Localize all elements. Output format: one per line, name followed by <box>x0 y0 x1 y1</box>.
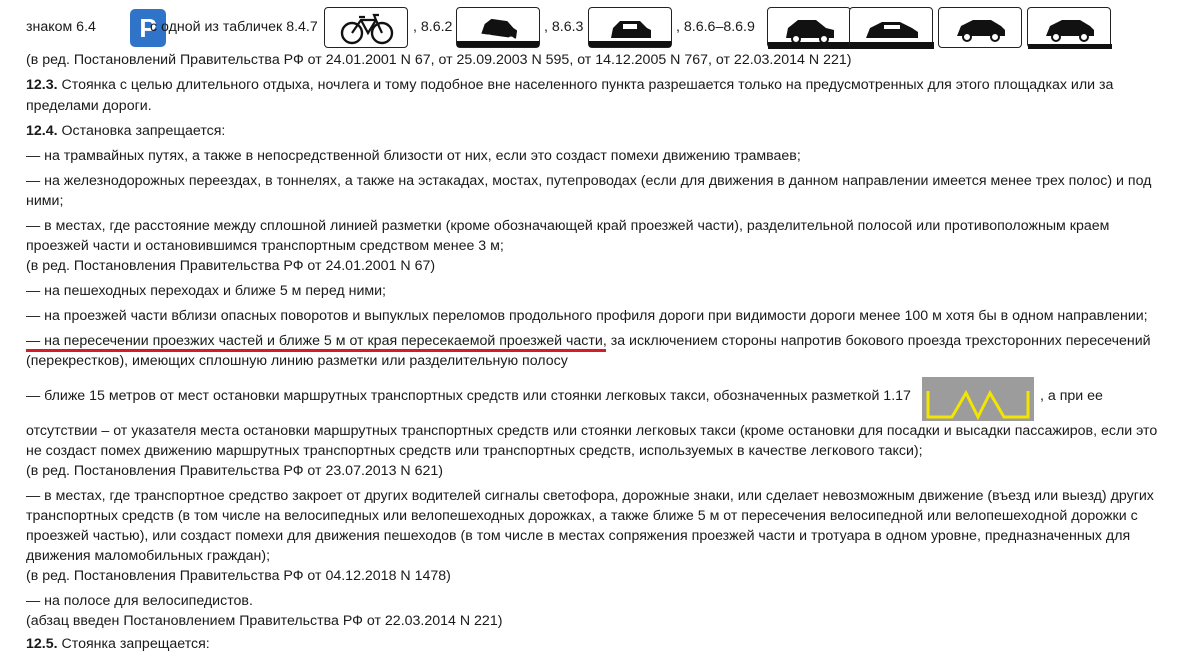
list-item-cont: ними; <box>26 193 64 209</box>
bicycle-plate-icon <box>324 7 408 48</box>
paragraph-text: Стоянка с целью длительного отдыха, ночлега и тому подобное вне населенного пункта разрешается только на предусмотренных для этого площадках или за <box>57 77 1114 93</box>
edition-note: (в ред. Постановлений Правительства РФ от 24.01.2001 N 67, от 25.09.2003 N 595, от 14.12.2005 N 767, от 22.03.2014 N 221) <box>26 52 852 68</box>
car-parking-plate-icon <box>849 7 933 48</box>
list-item-highlighted: — на пересечении проезжих частей и ближе 5 м от края пересекаемой проезжей части, за исключением стороны напротив бокового проезда трехсторонних пересечений <box>26 333 1151 349</box>
list-item-cont: отсутствии – от указателя места остановки маршрутных транспортных средств или стоянки легковых такси (кроме остановки для посадки и высадки пассажиров, если это <box>26 423 1158 439</box>
list-item: — на трамвайных путях, а также в непосредственной близости от них, если это создаст помехи движению трамваев; <box>26 148 801 164</box>
edition-note: (в ред. Постановления Правительства РФ от 04.12.2018 N 1478) <box>26 568 451 584</box>
list-item: — на пешеходных переходах и ближе 5 м перед ними; <box>26 283 386 299</box>
paragraph-12-4 <box>26 121 225 141</box>
list-item: — в местах, где транспортное средство закроет от других водителей сигналы светофора, дорожные знаки, или сделает невозможным движение (въезд или выезд) других <box>26 488 1154 504</box>
list-item: — ближе 15 метров от мест остановки маршрутных транспортных средств или стоянки легковых такси, обозначенных разметкой 1.17 <box>26 388 911 404</box>
list-item-cont: движения маломобильных граждан); <box>26 548 271 564</box>
list-item: — на полосе для велосипедистов. <box>26 593 253 609</box>
list-item-cont: проезжей части и остановившимся транспортным средством менее 3 м; <box>26 238 504 254</box>
list-item-cont: проезжей частью), или создаст помехи для движения пешеходов (в том числе в местах сопряжения проезжей части и тротуара в одном уровне, предназначенных для <box>26 528 1131 544</box>
list-item: — на проезжей части вблизи опасных поворотов и выпуклых переломов продольного профиля дороги при видимости дороги менее 100 м хотя бы в одном направлении; <box>26 308 1148 324</box>
car-on-sidewalk-icon <box>588 7 672 48</box>
paragraph-number: 12.5. <box>26 636 58 652</box>
list-item: — в местах, где расстояние между сплошной линией разметки (кроме обозначающей край проезжей части), разделительной полосой или противоположным краем <box>26 218 1110 234</box>
car-parking-plate-icon <box>938 7 1022 48</box>
car-parking-plate-icon <box>1027 7 1111 48</box>
parking-sign-icon: P <box>130 9 166 47</box>
car-parking-plate-icon <box>767 7 851 48</box>
list-item-cont: , а при ее <box>1040 388 1103 404</box>
list-item-cont: транспортных средств (в том числе на велосипедных или велопешеходных дорожках, а также ближе 5 м от пересечения велосипедной или велопешеходной дорожки с <box>26 508 1138 524</box>
paragraph-12-5 <box>26 634 210 654</box>
paragraph-number: 12.4. <box>26 123 58 139</box>
paragraph-12-3 <box>26 75 1113 95</box>
list-item-cont: не создаст помех движению маршрутных транспортных средств или транспортных средств, используемых в качестве легкового такси); <box>26 443 923 459</box>
paragraph-title: Остановка запрещается: <box>57 123 226 139</box>
list-item: — на железнодорожных переездах, в тоннелях, а также на эстакадах, мостах, путепроводах (если для движения в данном направлении имеется менее трех полос) и под <box>26 173 1152 189</box>
plate-8-6-3-label: , 8.6.3 <box>544 19 584 35</box>
paragraph-title: Стоянка запрещается: <box>57 636 210 652</box>
list-item-cont: (перекрестков), имеющих сплошную линию разметки или разделительную полосу <box>26 353 568 369</box>
plates-8-6-6-8-6-9-label: , 8.6.6–8.6.9 <box>676 19 755 35</box>
road-marking-1-17-icon <box>922 377 1034 421</box>
car-partly-on-sidewalk-icon <box>456 7 540 48</box>
plates-intro-text: с одной из табличек 8.4.7 <box>150 19 318 35</box>
sign-intro-text: знаком 6.4 <box>26 19 96 35</box>
plate-8-6-2-label: , 8.6.2 <box>413 19 453 35</box>
edition-note: (абзац введен Постановлением Правительства РФ от 22.03.2014 N 221) <box>26 613 503 629</box>
paragraph-number: 12.3. <box>26 77 58 93</box>
edition-note: (в ред. Постановления Правительства РФ от 23.07.2013 N 621) <box>26 463 443 479</box>
edition-note: (в ред. Постановления Правительства РФ от 24.01.2001 N 67) <box>26 258 436 274</box>
paragraph-12-3-cont: пределами дороги. <box>26 98 152 114</box>
